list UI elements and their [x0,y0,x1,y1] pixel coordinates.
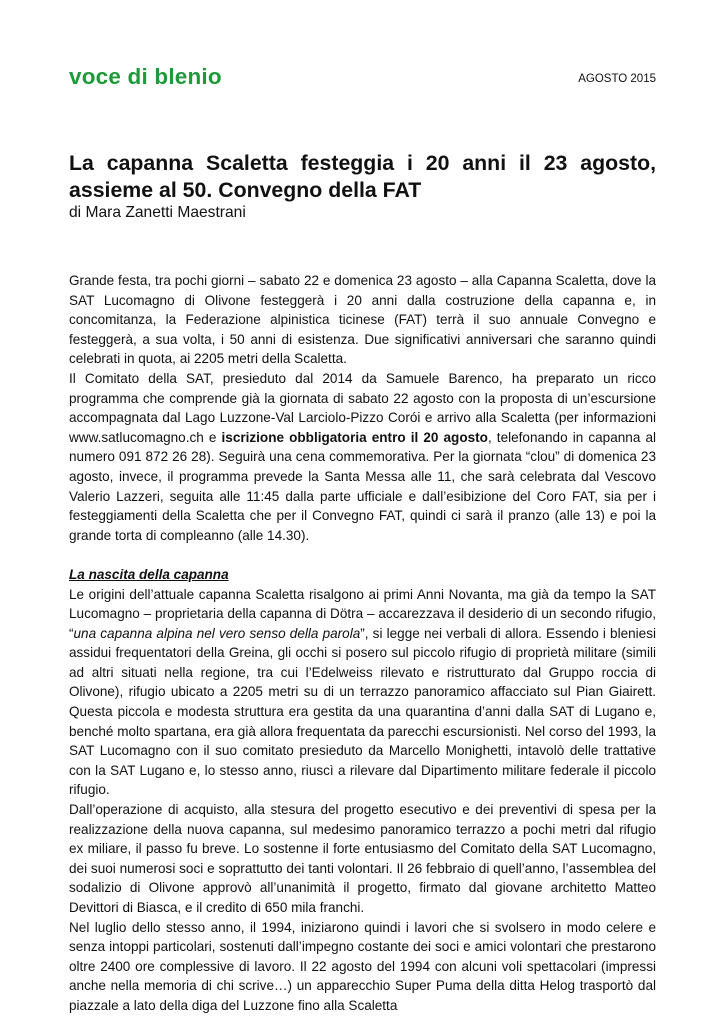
article-byline: di Mara Zanetti Maestrani [69,204,246,221]
paragraph-program-text-a: Il Comitato della SAT, presieduto dal 2014 da Samuele Barenco, ha preparato un ricco programma che comprende già la giornata di sabato 22 agosto con la proposta di un’escursione accompagnata dal Lago Luzzone-Val Larciolo-Pizzo Corói e arrivo alla Scaletta (per informazioni www.satlucomagno.ch e [69,370,656,445]
paragraph-program [69,369,656,545]
section-heading-text: La nascita della capanna [69,566,229,582]
paragraph-program-text-b: , telefonando in capanna al numero 091 872 26 28). Seguirà una cena commemorativa. Per la giornata “clou” di domenica 23 agosto, invece, il programma prevede la Santa Messa alle 11, che sarà celebrata dal Vescovo Valerio Lazzeri, seguita alle 11:45 dalla parte ufficiale e dall’esibizione del Coro FAT, sia per i festeggiamenti della Scaletta che per il Convegno FAT, quindi ci sarà il pranzo (alle 13) e poi la grande torta di compleanno (alle 14.30). [69,429,656,543]
paragraph-acquisition: Dall’operazione di acquisto, alla stesura del progetto esecutivo e dei preventivi di spesa per la realizzazione della nuova capanna, sul medesimo panoramico terrazzo a pochi metri dal rifugio ex miliare, il passo fu breve. Lo sostenne il forte entusiasmo del Comitato della SAT Lucomagno, dei suoi numerosi soci e soprattutto dei tanti volontari. Il 26 febbraio di quell’anno, l’assemblea del sodalizio di Olivone approvò all’unanimità il progetto, firmato dal giovane architetto Matteo Devittori di Biasca, e il credito di 650 mila franchi. [69,802,656,915]
article-body [69,271,656,1016]
paragraph-intro: Grande festa, tra pochi giorni – sabato 22 e domenica 23 agosto – alla Capanna Scaletta, dove la SAT Lucomagno di Olivone festeggerà i 20 anni dalla costruzione della capanna e, in concomitanza, la Federazione alpinistica ticinese (FAT) terrà il suo annuale Convegno e festeggerà, a sua volta, i 50 anni di esistenza. Due significativi anniversari che saranno quindi celebrati in quota, ai 2205 metri della Scaletta. [69,273,656,367]
paragraph-origins-text-a: Le origini dell’attuale capanna Scaletta risalgono ai primi Anni Novanta, ma già da tempo la SAT Lucomagno – proprietaria della capanna di Dötra – accarezzava il desiderio di un secondo rifugio, “ [69,586,656,641]
paragraph-origins-text-b: ”, si legge nei verbali di allora. Essendo i bleniesi assidui frequentatori della Greina, gli occhi si posero sul piccolo rifugio di proprietà militare (simili ad altri situati nella regione, tra cui l’Edelweiss rilevato e ristrutturato dal Gruppo roccia di Olivone), rifugio ubicato a 2205 metri su di un terrazzo panoramico affacciato sul Pian Giairett. Questa piccola e modesta struttura era gestita da una quarantina d’anni dalla SAT di Lugano e, benché molto spartana, era già allora frequentata da parecchi escursionisti. Nel corso del 1993, la SAT Lucomagno con il suo comitato presieduto da Marcello Monighetti, intavolò delle trattative con la SAT Lugano e, lo stesso anno, riuscì a rilevare dal Dipartimento militare federale il piccolo rifugio. [69,625,656,798]
quote-text: una capanna alpina nel vero senso della parola [73,625,361,641]
paragraph-origins [69,585,656,801]
section-heading [69,565,656,585]
article-title-line-2: assieme al 50. Convegno della FAT [69,178,422,202]
publication-logo: voce di blenio [69,64,222,89]
paragraph-construction: Nel luglio dello stesso anno, il 1994, iniziarono quindi i lavori che si svolsero in modo celere e senza intoppi particolari, sostenuti dall’impegno costante dei soci e amici volontari che prestarono oltre 2400 ore complessive di lavoro. Il 22 agosto del 1994 con alcuni voli spettacolari (impressi anche nella memoria di chi scrive…) un apparecchio Super Puma della ditta Helog trasportò dal piazzale a lato della diga del Luzzone fino alla Scaletta [69,919,656,1013]
article-title-line-1: La capanna Scaletta festeggia i 20 anni il 23 agosto, [69,151,656,175]
issue-date: AGOSTO 2015 [578,73,656,85]
article-title [69,150,656,204]
registration-deadline: iscrizione obbligatoria entro il 20 agosto [221,429,488,445]
